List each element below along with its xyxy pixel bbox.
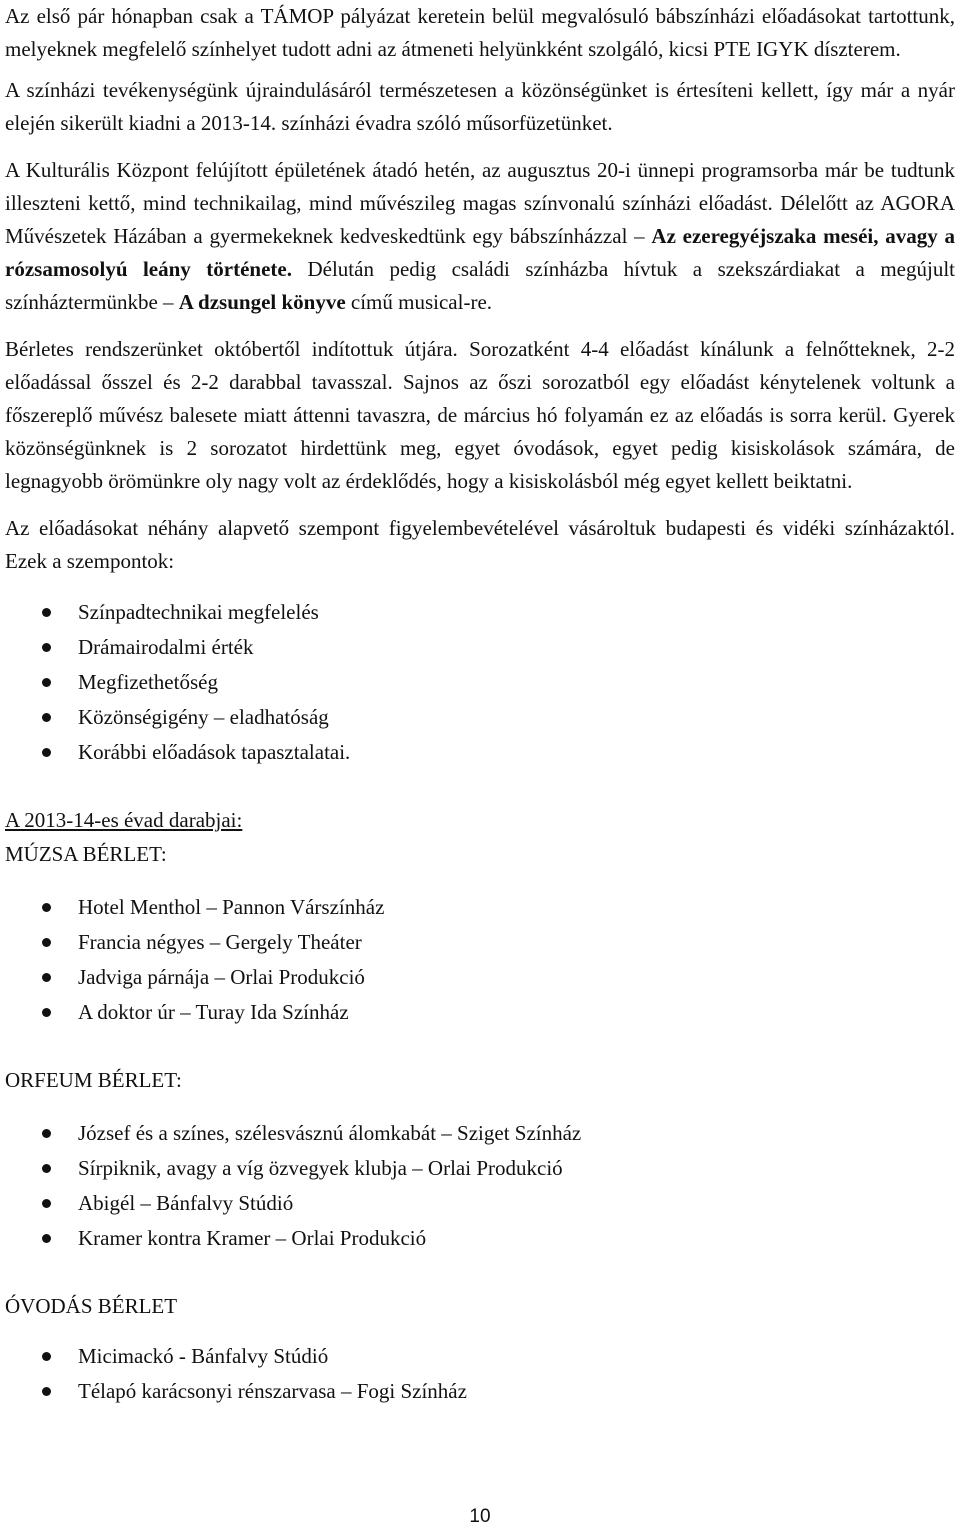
bullet-icon (42, 1199, 51, 1208)
list-item (5, 1221, 955, 1256)
paragraph-intro: Az első pár hónapban csak a TÁMOP pályázat keretein belül megvalósuló bábszínházi előadásokat tartottunk, melyeknek megfelelő színhelyet tudott adni az átmeneti helyünkként szolgáló, kicsi PTE IGYK díszterem. (5, 4, 955, 61)
paragraph-season-tickets: Bérletes rendszerünket októbertől indítottuk útjára. Sorozatként 4-4 előadást kínálunk a felnőtteknek, 2-2 előadással ősszel és 2-2 darabbal tavasszal. Sajnos az őszi sorozatból egy előadást kénytelenek voltunk a főszereplő művész balesete miatt áttenni tavaszra, de március hó folyamán ez az előadás is sorra kerül. Gyerek közönségünknek is 2 sorozatot hirdettünk meg, egyet óvodások, egyet pedig kisiskolások számára, de legnagyobb örömünkre oly nagy volt az érdeklődés, hogy a kisiskolásból még egyet kellett beiktatni. (5, 337, 955, 493)
list-item-text: Drámairodalmi érték (78, 635, 254, 659)
list-item-text: József és a színes, szélesvásznú álomkabát – Sziget Színház (78, 1121, 582, 1145)
bullet-icon (42, 643, 51, 652)
paragraph-criteria-intro: Az előadásokat néhány alapvető szempont figyelembevételével vásároltuk budapesti és vidéki színházaktól. Ezek a szempontok: (5, 516, 955, 573)
list-item-text: A doktor úr – Turay Ida Színház (78, 1000, 349, 1024)
criteria-list (5, 595, 955, 770)
bullet-icon (42, 713, 51, 722)
season-title-text: A 2013-14-es évad darabjai: (5, 808, 243, 832)
season-title (5, 803, 955, 837)
bullet-icon (42, 1352, 51, 1361)
bullet-icon (42, 1129, 51, 1138)
list-item-text: Sírpiknik, avagy a víg özvegyek klubja – Orlai Produkció (78, 1156, 563, 1180)
paragraph-august-20-text-c: Délután pedig családi színházba hívtuk a szekszárdiakat a megújult színháztermünkbe – (5, 257, 955, 314)
list-item-text: Színpadtechnikai megfelelés (78, 600, 319, 624)
list-item (5, 1339, 955, 1374)
list-item-text: Abigél – Bánfalvy Stúdió (78, 1191, 294, 1215)
ovodas-list (5, 1339, 955, 1409)
list-item (5, 960, 955, 995)
bullet-icon (42, 903, 51, 912)
list-item-text: Micimackó - Bánfalvy Stúdió (78, 1344, 329, 1368)
list-item-text: Hotel Menthol – Pannon Várszínház (78, 895, 385, 919)
list-item (5, 925, 955, 960)
document-page (5, 0, 955, 1409)
list-item (5, 1186, 955, 1221)
list-item (5, 595, 955, 630)
list-item (5, 665, 955, 700)
paragraph-august-20-text-e: című musical-re. (350, 290, 493, 314)
paragraph-august-20 (5, 154, 955, 319)
bullet-icon (42, 1234, 51, 1243)
bullet-icon (42, 748, 51, 757)
list-item (5, 1151, 955, 1186)
list-item-text: Francia négyes – Gergely Theáter (78, 930, 362, 954)
list-item-text: Közönségigény – eladhatóság (78, 705, 329, 729)
list-item-text: Télapó karácsonyi rénszarvasa – Fogi Színház (78, 1379, 467, 1403)
list-item (5, 700, 955, 735)
page-number: 10 (469, 1506, 491, 1527)
list-item (5, 995, 955, 1030)
show-title-ezeregyejszaka: Az ezeregyéjszaka meséi, avagy a rózsamosolyú leány története. (5, 224, 955, 281)
list-item-text: Megfizethetőség (78, 670, 218, 694)
list-item (5, 890, 955, 925)
bullet-icon (42, 1164, 51, 1173)
list-item (5, 630, 955, 665)
bullet-icon (42, 1387, 51, 1396)
muzsa-heading: MÚZSA BÉRLET: (5, 842, 167, 866)
list-item (5, 1374, 955, 1409)
paragraph-august-20-text-a: A Kulturális Központ felújított épületének átadó hetén, az augusztus 20-i ünnepi programsorba már be tudtunk illeszteni kettő, mind technikailag, mind művészileg magas színvonalú színházi előadást. Délelőtt az AGORA Művészetek Házában a gyermekeknek kedveskedtünk egy bábszínházzal – (5, 158, 955, 248)
bullet-icon (42, 973, 51, 982)
muzsa-list (5, 890, 955, 1030)
paragraph-program-booklet: A színházi tevékenységünk újraindulásáról természetesen a közönségünket is értesíteni kellett, így már a nyár elején sikerült kiadni a 2013-14. színházi évadra szóló műsorfüzetünket. (5, 78, 955, 135)
bullet-icon (42, 938, 51, 947)
orfeum-heading: ORFEUM BÉRLET: (5, 1068, 182, 1092)
list-item (5, 1116, 955, 1151)
list-item-text: Kramer kontra Kramer – Orlai Produkció (78, 1226, 427, 1250)
bullet-icon (42, 1008, 51, 1017)
list-item-text: Jadviga párnája – Orlai Produkció (78, 965, 365, 989)
list-item-text: Korábbi előadások tapasztalatai. (78, 740, 351, 764)
bullet-icon (42, 678, 51, 687)
orfeum-list (5, 1116, 955, 1256)
show-title-dzsungel-konyve: A dzsungel könyve (178, 290, 346, 314)
bullet-icon (42, 608, 51, 617)
list-item (5, 735, 955, 770)
ovodas-heading: ÓVODÁS BÉRLET (5, 1294, 178, 1318)
